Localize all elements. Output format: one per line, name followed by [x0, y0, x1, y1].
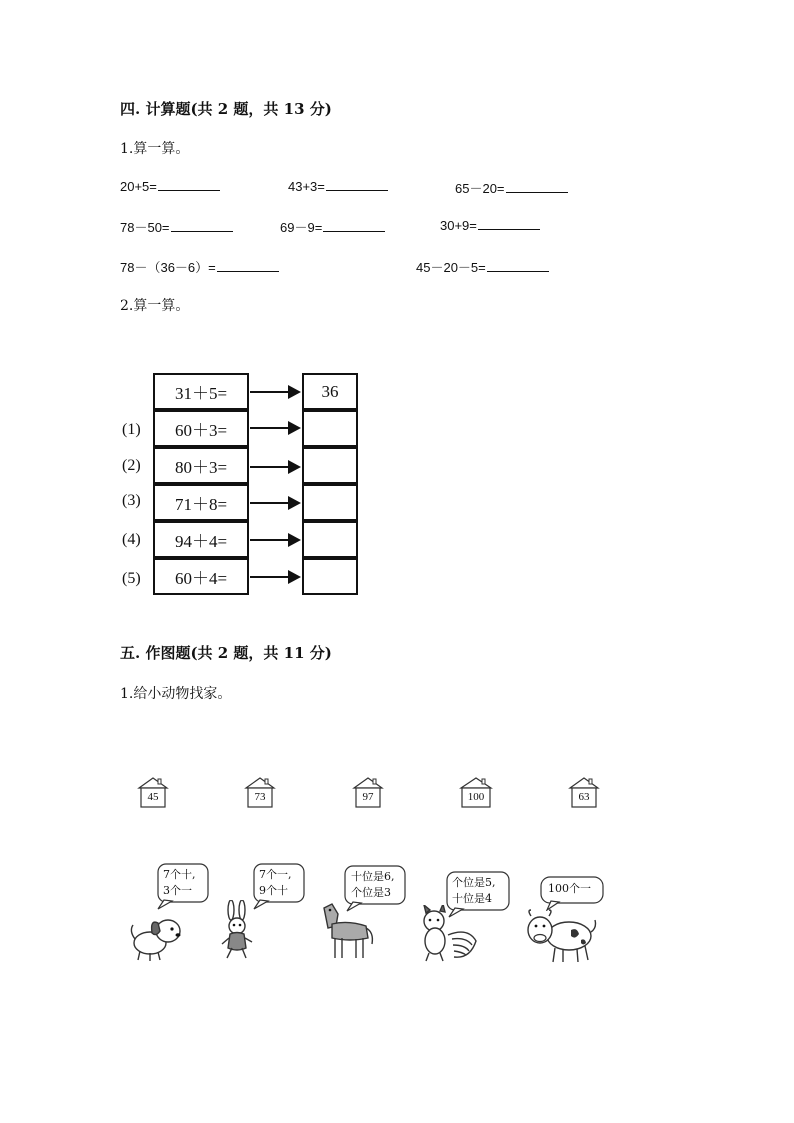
house-icon — [351, 775, 385, 809]
equation-text: 30+9= — [440, 218, 477, 233]
equation — [455, 178, 568, 197]
equation-text: 65－20= — [455, 181, 505, 196]
expression-box: 94＋4= — [153, 521, 249, 558]
speech-bubble — [541, 877, 603, 905]
equation-text: 69－9= — [280, 220, 323, 235]
answer-blank[interactable] — [217, 259, 279, 272]
house-icon — [243, 775, 277, 809]
house-number: 45 — [147, 791, 159, 803]
speech-bubble — [254, 864, 306, 904]
section-4-title: 四. 计算题(共 2 题，共 13 分) — [120, 100, 332, 118]
equation — [120, 257, 279, 276]
answer-blank[interactable] — [506, 180, 568, 193]
row-number: (2) — [122, 457, 141, 474]
house-number: 63 — [578, 791, 590, 803]
right-arrow-icon — [250, 570, 301, 584]
answer-box[interactable] — [302, 558, 358, 595]
house-icon — [136, 775, 170, 809]
expression-box: 80＋3= — [153, 447, 249, 484]
bubble-line: 个位是5, — [452, 876, 496, 889]
answer-blank[interactable] — [478, 217, 540, 230]
house-number: 100 — [467, 791, 485, 803]
equation-text: 78－（36－6）= — [120, 260, 216, 275]
bubble-line: 7个一, — [259, 868, 292, 881]
equation — [120, 178, 220, 194]
answer-box[interactable] — [302, 410, 358, 447]
expression-box: 71＋8= — [153, 484, 249, 521]
house-number: 73 — [254, 791, 266, 803]
equation — [416, 257, 549, 276]
rabbit-icon — [218, 900, 258, 964]
answer-blank[interactable] — [326, 178, 388, 191]
speech-bubble — [158, 864, 210, 904]
equation-text: 43+3= — [288, 179, 325, 194]
equation-text: 20+5= — [120, 179, 157, 194]
question-1-label: 1.给小动物找家。 — [120, 686, 232, 702]
row-number: (3) — [122, 492, 141, 509]
bubble-line: 9个十 — [259, 884, 288, 897]
horse-icon — [318, 900, 376, 962]
expression-box: 31＋5= — [153, 373, 249, 410]
question-2-label: 2.算一算。 — [120, 298, 190, 314]
house-number: 97 — [362, 791, 374, 803]
right-arrow-icon — [250, 385, 301, 399]
answer-blank[interactable] — [158, 178, 220, 191]
dog-icon — [128, 905, 188, 963]
bubble-line: 个位是3 — [351, 886, 391, 899]
row-number: (5) — [122, 570, 141, 587]
equation — [288, 178, 388, 194]
arrows — [248, 373, 304, 595]
equation-text: 45－20－5= — [416, 260, 486, 275]
equation-text: 78－50= — [120, 220, 170, 235]
expression-box: 60＋4= — [153, 558, 249, 595]
right-arrow-icon — [250, 421, 301, 435]
answer-blank[interactable] — [487, 259, 549, 272]
answer-box[interactable] — [302, 484, 358, 521]
bubble-line: 7个十, — [163, 868, 196, 881]
right-arrow-icon — [250, 533, 301, 547]
equation — [120, 217, 233, 236]
expression-box: 60＋3= — [153, 410, 249, 447]
section-5-title: 五. 作图题(共 2 题，共 11 分) — [120, 644, 332, 662]
house-icon — [458, 775, 494, 809]
answer-blank[interactable] — [323, 219, 385, 232]
row-number: (1) — [122, 421, 141, 438]
right-arrow-icon — [250, 496, 301, 510]
equation — [440, 217, 540, 233]
equation — [280, 217, 385, 236]
bubble-line: 3个一 — [163, 884, 192, 897]
bubble-line: 十位是4 — [452, 892, 492, 905]
squirrel-icon — [418, 905, 480, 963]
right-arrow-icon — [250, 460, 301, 474]
bubble-line: 十位是6, — [351, 870, 395, 883]
answer-blank[interactable] — [171, 219, 233, 232]
cow-icon — [525, 908, 597, 964]
question-1-label: 1.算一算。 — [120, 141, 190, 157]
answer-box[interactable] — [302, 521, 358, 558]
house-icon — [567, 775, 601, 809]
answer-box: 36 — [302, 373, 358, 410]
row-number: (4) — [122, 531, 141, 548]
answer-box[interactable] — [302, 447, 358, 484]
bubble-line: 100个一 — [548, 882, 591, 895]
